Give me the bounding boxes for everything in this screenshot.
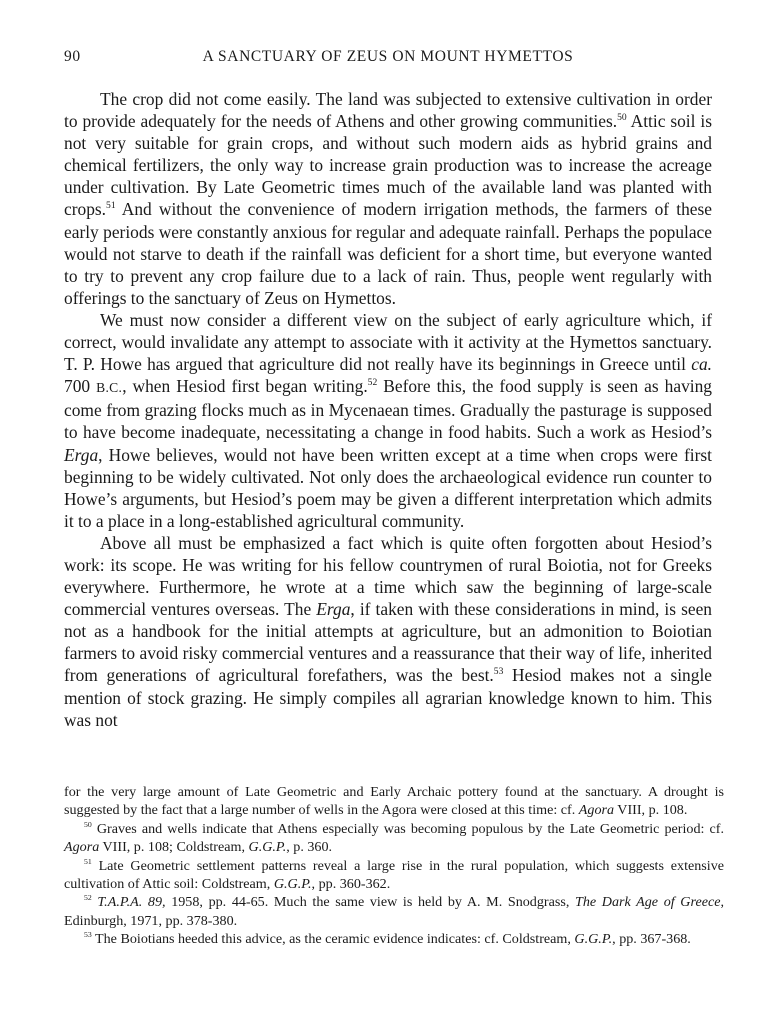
footnote-52: $^{52}$ T.A.P.A. 89, 1958, pp. 44-65. Much the same view is held by A. M. Snodgrass, The Dark Age of Greece, Edinburgh, 1971, pp. 378-380. [64, 893, 724, 929]
footnote-53: $^{53}$ The Boiotians heeded this advice, as the ceramic evidence indicates: cf. Coldstream, G.G.P., pp. 367-368. [84, 930, 691, 948]
page-number: 90 [64, 48, 81, 65]
footnote-51: $^{51}$ Late Geometric settlement patterns reveal a large rise in the rural population, which suggests extensive cultivation of Attic soil: Coldstream, G.G.P., pp. 360-362. [64, 856, 724, 893]
footnote-ref-50[interactable]: 50 [617, 111, 627, 123]
main-text [64, 88, 712, 731]
footnote-ref-52[interactable]: 52 [367, 377, 378, 389]
footnote-ref-51[interactable]: 51 [106, 200, 116, 212]
footnote-continuation: for the very large amount of Late Geometric and Early Archaic pottery found at the sanctuary. A drought is suggested by the fact that a large number of wells in the Agora were closed at this time: cf. Agora VIII, p. 108. [64, 784, 724, 819]
paragraph-hesiod: Above all must be emphasized a fact which is quite often forgotten about Hesiod’s work: its scope. He was writing for his fellow countrymen of rural Boiotia, not for Greeks everywhere. Furthermore, he wrote at a time which saw the beginning of large-scale commercial ventures overseas. The Erga, if taken with these considerations in mind, is seen not as a handbook for the initial attempts at agriculture, but an admonition to Boiotian farmers to avoid risky commercial ventures and a reassurance that their way of life, inherited from generations of agricultural forefathers, was the best.$^{53}$ Hesiod makes not a single mention of stock grazing. He simply compiles all agrarian knowledge known to him. This was not [64, 532, 712, 730]
footnote-50: $^{50}$ Graves and wells indicate that Athens especially was becoming populous by the Late Geometric period: cf. Agora VIII, p. 108; Coldstream, G.G.P., p. 360. [64, 820, 724, 856]
running-title: A SANCTUARY OF ZEUS ON MOUNT HYMETTOS [202, 48, 574, 65]
footnotes [64, 783, 724, 949]
footnote-ref-53[interactable]: 53 [493, 666, 504, 678]
paragraph-crop: The crop did not come easily. The land was subjected to extensive cultivation in order to provide adequately for the needs of Athens and other growing communities.$^{50}$ Attic soil is not very suitable for grain crops, and without such modern aids as hybrid grains and chemical fertilizers, the only way to increase grain production was to increase the acreage under cultivation. By Late Geometric times much of the available land was planted with crops.$^{51}$ And without the convenience of modern irrigation methods, the farmers of these early periods were constantly anxious for regular and adequate rainfall. Perhaps the populace would not starve to death if the rainfall was deficient for a short time, but everyone wanted to try to prevent any crop failure due to a lack of rain. Thus, people went regularly with offerings to the sanctuary of Zeus on Hymettos. [64, 89, 712, 308]
paragraph-howe: We must now consider a different view on the subject of early agriculture which, if correct, would invalidate any attempt to associate with it activity at the Hymettos sanctuary. T. P. Howe has argued that agriculture did not really have its beginnings in Greece until ca. 700 B.C., when Hesiod first began writing.$^{52}$ Before this, the food supply is seen as having come from grazing flocks much as in Mycenaean times. Gradually the pasturage is supposed to have become inadequate, necessitating a change in food habits. Such a work as Hesiod’s Erga, Howe believes, would not have been written except at a time when crops were first beginning to be widely cultivated. Not only does the archaeological evidence run counter to Howe’s arguments, but Hesiod’s poem may be given a different interpretation which admits it to a place in a long-established agricultural community. [64, 309, 712, 531]
era-abbreviation: B.C. [96, 380, 123, 396]
